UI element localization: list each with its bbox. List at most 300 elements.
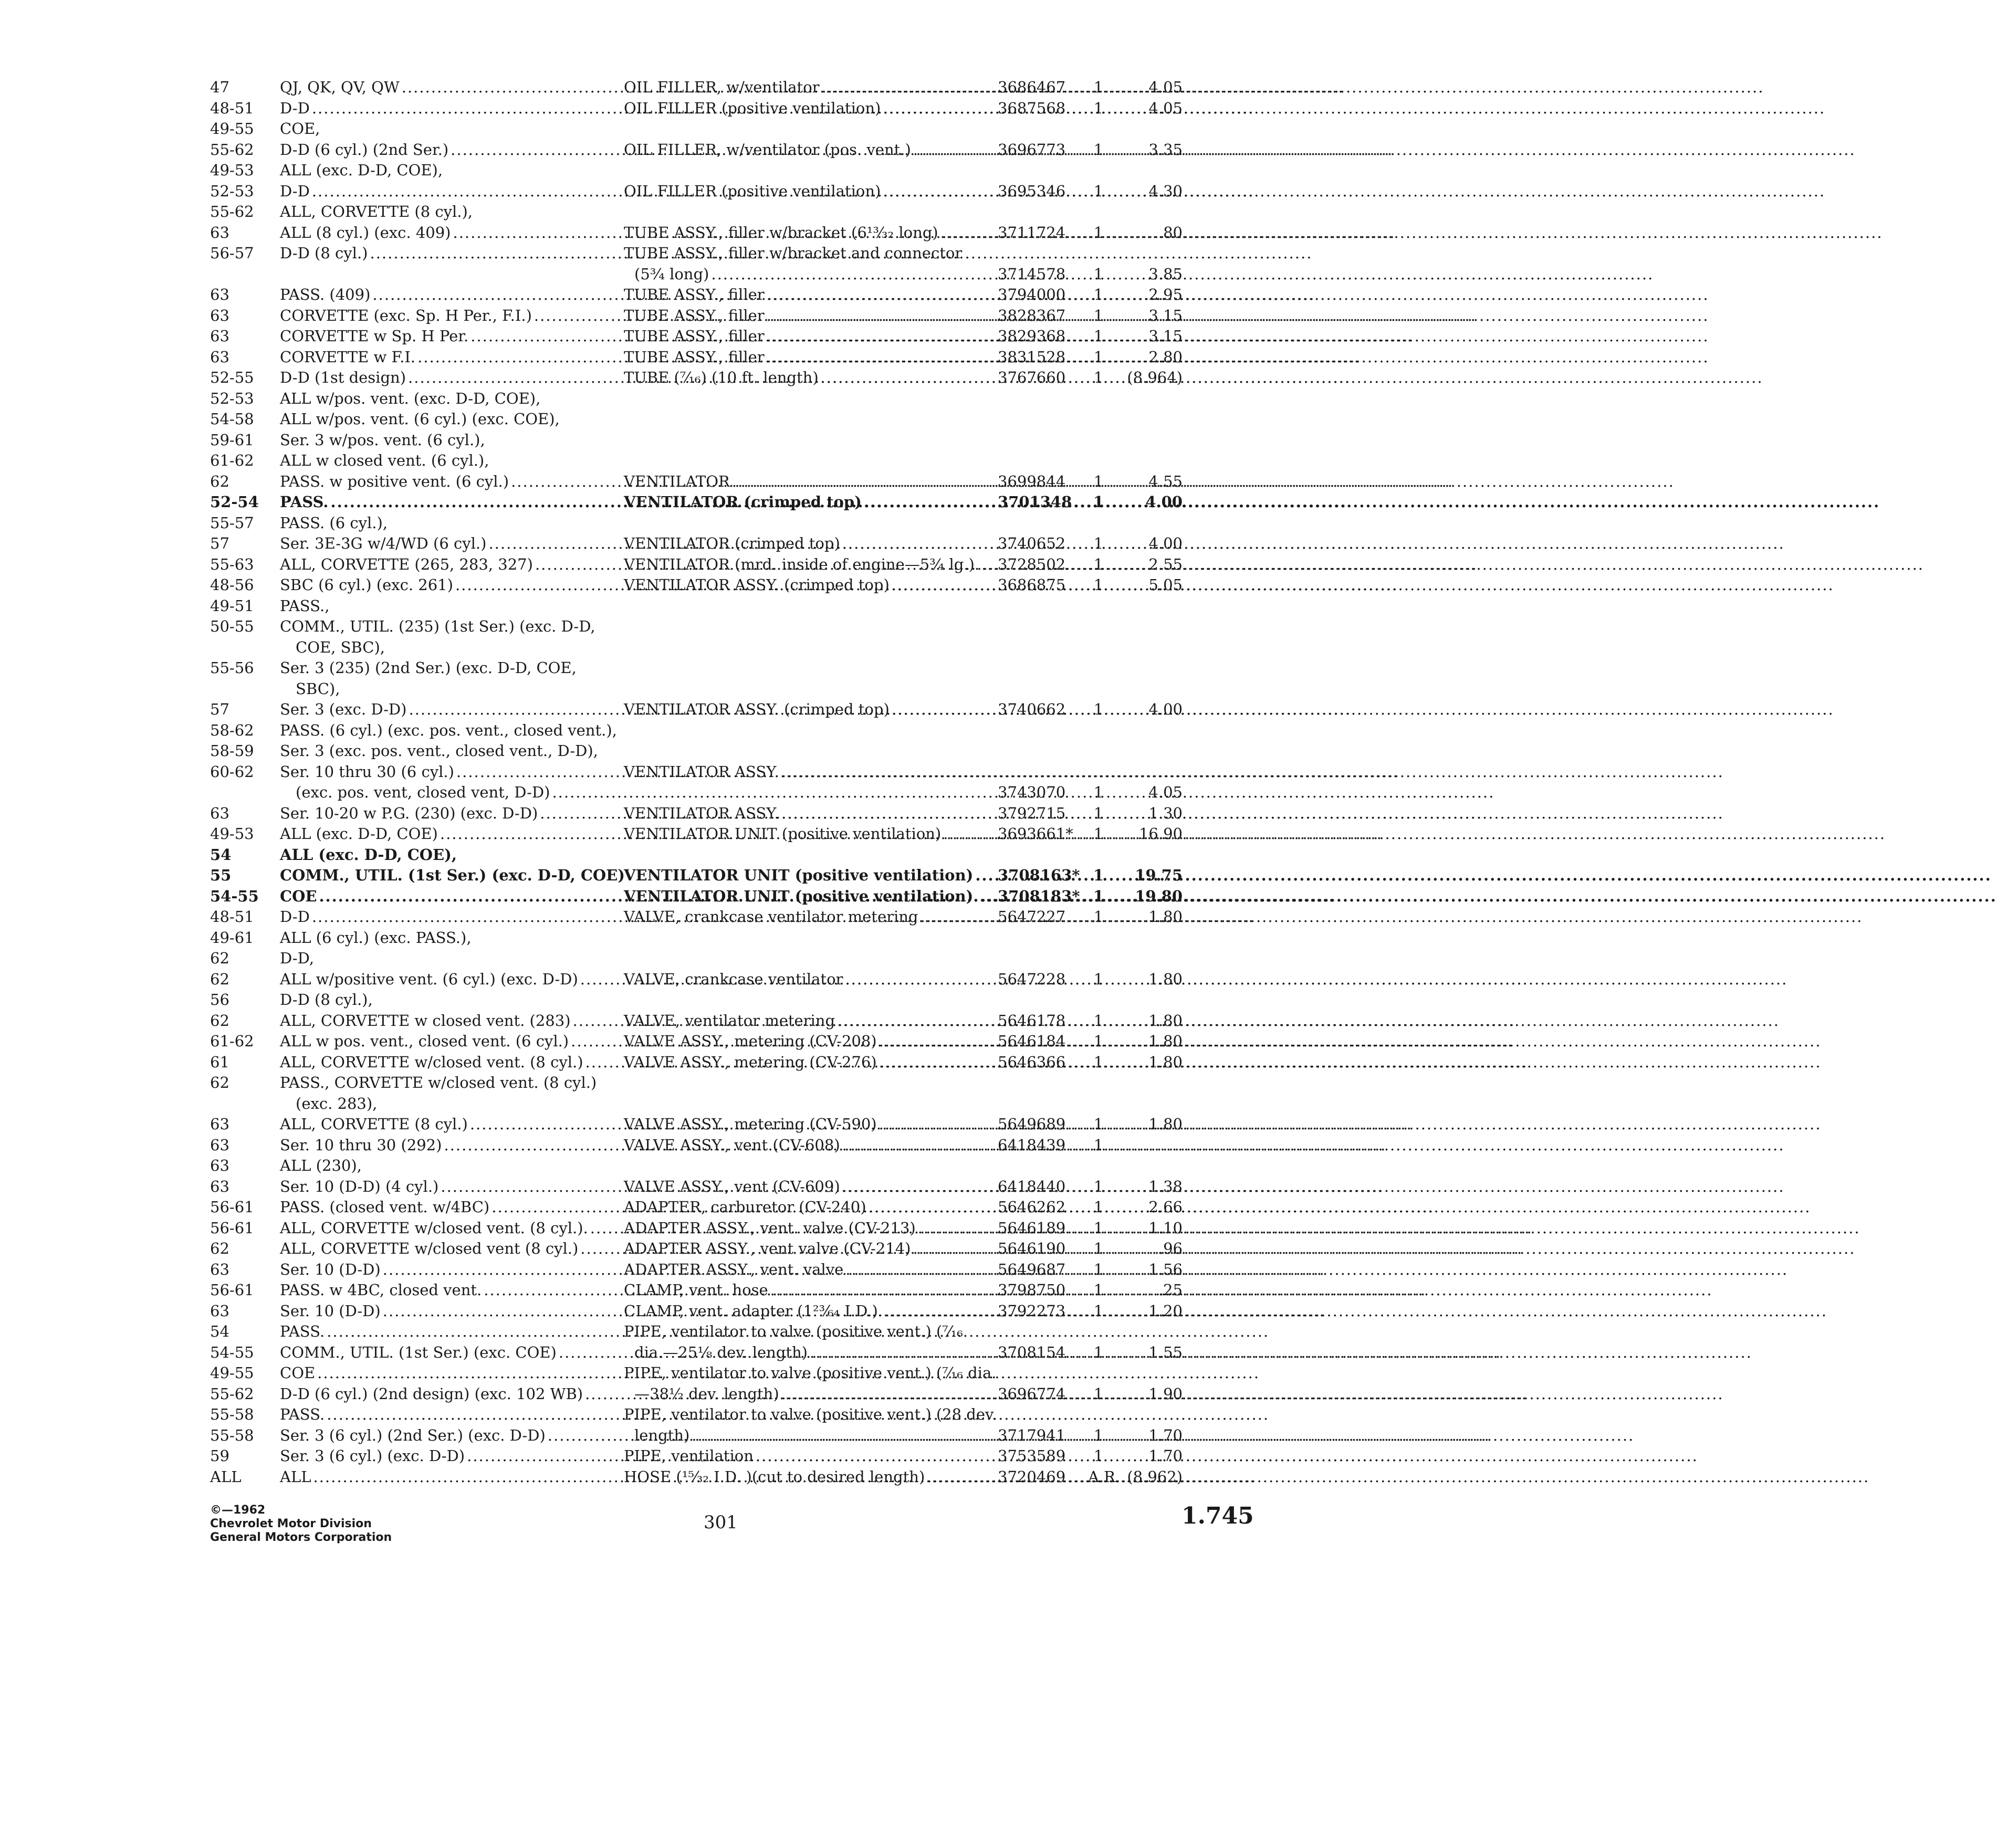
- quantity-cell: 1: [1093, 1426, 1104, 1444]
- description-text: length): [634, 1426, 690, 1444]
- leader-dots: [770, 1279, 1713, 1300]
- quantity-cell: 1: [1093, 348, 1104, 366]
- model-text: ALL w pos. vent., closed vent. (6 cyl.): [280, 1032, 569, 1050]
- table-row: [0, 118, 1327, 139]
- year-cell: 55-58: [210, 1426, 254, 1444]
- price-cell: 1.80: [1148, 908, 1183, 926]
- year-cell: 56-57: [210, 244, 254, 262]
- model-text: COE: [280, 887, 317, 905]
- model-text: Ser. 3 (exc. D-D): [280, 700, 407, 718]
- part-number-cell: 3829368: [998, 327, 1066, 345]
- description-cell: [624, 1010, 986, 1031]
- table-row: [0, 326, 1327, 346]
- part-number-cell: 3743070: [998, 783, 1066, 801]
- model-text: PASS. w 4BC, closed vent.: [280, 1281, 482, 1299]
- model-text: PASS.: [280, 1322, 325, 1340]
- description-cell: [624, 803, 986, 824]
- model-text: ALL, CORVETTE (265, 283, 327): [280, 555, 533, 573]
- description-text: VENTILATOR UNIT (positive ventilation).: [624, 887, 979, 905]
- year-cell: 63: [210, 1136, 229, 1154]
- description-cell: [624, 1052, 986, 1073]
- description-text: VENTILATOR: [624, 472, 730, 490]
- year-cell: 63: [210, 1115, 229, 1133]
- model-cell: [280, 1238, 595, 1259]
- year-cell: 59-61: [210, 430, 254, 449]
- year-cell: 55-57: [210, 513, 254, 532]
- description-text: ADAPTER ASSY., vent valve (CV-214): [624, 1240, 911, 1257]
- leader-dots: [732, 471, 1675, 492]
- description-text: ADAPTER ASSY., vent. valve: [624, 1260, 844, 1278]
- description-text: VALVE, crankcase ventilator: [624, 970, 843, 988]
- year-cell: 61-62: [210, 452, 254, 469]
- description-cell: [624, 346, 986, 368]
- price-cell: 1.10: [1148, 1219, 1183, 1237]
- model-cell: [280, 720, 617, 741]
- model-cell: [280, 98, 595, 119]
- part-number-cell: 3794000: [998, 286, 1066, 303]
- year-cell: 63: [210, 348, 229, 366]
- quantity-cell: 1: [1093, 182, 1104, 200]
- quantity-cell: 1: [1093, 1447, 1104, 1465]
- price-cell: 2.55: [1148, 555, 1183, 573]
- price-cell: 1.30: [1148, 804, 1183, 822]
- description-text: VENTILATOR (mrd. inside of engine—5³⁄₄ lg.).: [624, 555, 980, 573]
- table-row: [0, 1404, 1327, 1425]
- model-text: PASS., CORVETTE w/closed vent. (8 cyl.): [280, 1074, 597, 1091]
- price-cell: 1.80: [1148, 1115, 1183, 1133]
- table-row: [0, 160, 1327, 181]
- model-text: D-D (8 cyl.),: [280, 991, 373, 1009]
- table-row: [0, 865, 1327, 886]
- year-cell: 63: [210, 804, 229, 822]
- description-cell: [624, 1445, 986, 1466]
- table-row: [0, 1238, 1327, 1259]
- table-row: [0, 1031, 1327, 1052]
- table-row: [0, 346, 1327, 368]
- table-row: [0, 388, 1327, 409]
- model-text: ALL w closed vent. (6 cyl.),: [280, 452, 489, 469]
- year-cell: ALL: [210, 1467, 242, 1486]
- description-text: VENTILATOR (crimped top): [624, 493, 862, 511]
- description-cell: [624, 1404, 997, 1425]
- description-text: VENTILATOR UNIT (positive ventilation): [624, 825, 942, 843]
- description-cell: [624, 969, 986, 990]
- model-cell: [280, 1052, 595, 1073]
- part-number-cell: 3711724: [998, 223, 1066, 242]
- description-cell: [624, 1425, 997, 1446]
- model-cell: [280, 429, 595, 450]
- model-cell: [280, 1362, 595, 1383]
- leader-dots: [781, 761, 1724, 782]
- quantity-cell: 1: [1093, 78, 1104, 96]
- year-cell: 62: [210, 1011, 229, 1030]
- year-cell: 52-53: [210, 182, 254, 200]
- quantity-cell: 1: [1093, 783, 1104, 801]
- model-cell: [280, 1031, 595, 1052]
- description-cell: [624, 1259, 986, 1280]
- leader-dots: [940, 222, 1883, 243]
- model-text: PASS. (closed vent. w/4BC): [280, 1198, 490, 1216]
- table-row: [0, 574, 1327, 595]
- description-text: VALVE ASSY., vent (CV-608): [624, 1136, 840, 1154]
- model-text: ALL w/pos. vent. (exc. D-D, COE),: [280, 389, 541, 407]
- model-cell: [280, 906, 595, 927]
- table-row: [0, 761, 1327, 782]
- model-text: Ser. 10 thru 30 (292): [280, 1136, 442, 1154]
- model-text: Ser. 10 (D-D): [280, 1301, 381, 1320]
- model-text: SBC),: [296, 679, 340, 698]
- model-cell: [280, 803, 595, 824]
- model-cell: [280, 699, 595, 720]
- price-cell: 1.70: [1148, 1447, 1183, 1465]
- part-number-cell: 5646189: [998, 1219, 1066, 1237]
- description-text: VENTILATOR ASSY.: [624, 804, 779, 822]
- description-cell: [624, 865, 986, 886]
- table-row: [0, 1093, 1327, 1114]
- year-cell: 54-58: [210, 410, 254, 428]
- model-text: ALL, CORVETTE w/closed vent (8 cyl.): [280, 1240, 579, 1257]
- price-cell: 1.90: [1148, 1384, 1183, 1403]
- leader-dots: [767, 284, 1709, 305]
- model-text: PASS. w positive vent. (6 cyl.): [280, 472, 509, 490]
- description-cell: [624, 1342, 997, 1363]
- part-number-cell: 3792273: [998, 1301, 1066, 1320]
- table-row: [0, 1362, 1327, 1383]
- model-cell: [280, 1383, 595, 1404]
- table-row: [0, 969, 1327, 990]
- model-text: QJ, QK, QV, QW: [280, 78, 400, 96]
- description-text: VALVE ASSY., metering (CV-208): [624, 1032, 877, 1050]
- quantity-cell: 1: [1093, 887, 1104, 905]
- model-cell: [280, 388, 595, 409]
- table-row: [0, 1300, 1327, 1321]
- year-cell: 55-62: [210, 1384, 254, 1403]
- price-cell: 1.70: [1148, 1426, 1183, 1444]
- table-row: [0, 886, 1327, 907]
- leader-dots: [781, 803, 1724, 824]
- part-number-cell: 5647227: [998, 908, 1066, 926]
- part-number-cell: 3798750: [998, 1281, 1066, 1299]
- model-cell: [280, 450, 595, 471]
- description-text: PIPE, ventilator to valve (positive vent.) (28 dev.: [624, 1405, 997, 1423]
- year-cell: 55-58: [210, 1405, 254, 1423]
- footer-publisher: [210, 1504, 392, 1545]
- table-row: [0, 637, 1327, 658]
- model-text: ALL: [280, 1467, 311, 1486]
- table-row: [0, 491, 1327, 512]
- table-row: [0, 201, 1327, 222]
- model-cell: [280, 512, 595, 533]
- copyright-line: ©—1962: [210, 1504, 266, 1517]
- description-text: VALVE ASSY., metering (CV-590): [624, 1115, 877, 1133]
- model-cell: [280, 139, 595, 160]
- quantity-cell: 1: [1093, 286, 1104, 303]
- table-row: [0, 408, 1327, 429]
- description-text: PIPE, ventilation: [624, 1447, 754, 1465]
- description-cell: [624, 491, 986, 512]
- part-number-cell: 3714578: [998, 265, 1066, 283]
- description-text: TUBE ASSY., filler w/bracket (6¹³⁄₃₂ long): [624, 223, 938, 242]
- table-row: [0, 948, 1327, 969]
- year-cell: 49-51: [210, 596, 254, 615]
- leader-dots: [845, 969, 1787, 990]
- model-text: COMM., UTIL. (1st Ser.) (exc. D-D, COE): [280, 866, 625, 884]
- quantity-cell: 1: [1093, 1011, 1104, 1030]
- model-text: ALL, CORVETTE w/closed vent. (8 cyl.).: [280, 1219, 588, 1237]
- part-number-cell: 3740662: [998, 700, 1066, 718]
- table-row: [0, 1466, 1327, 1487]
- price-cell: 2.80: [1148, 348, 1183, 366]
- leader-dots: [943, 823, 1886, 844]
- model-text: CORVETTE w Sp. H Per.: [280, 327, 469, 345]
- table-row: [0, 429, 1327, 450]
- quantity-cell: 1: [1093, 1053, 1104, 1071]
- table-row: [0, 243, 1327, 264]
- description-text: —38¹⁄₂ dev. length): [634, 1384, 779, 1403]
- description-text: VENTILATOR ASSY. (crimped top): [624, 700, 890, 718]
- description-text: TUBE (⁷⁄₁₆) (10 ft. length): [624, 369, 819, 386]
- price-cell: 4.05: [1148, 99, 1183, 117]
- description-cell: [624, 181, 986, 202]
- description-cell: [624, 367, 986, 388]
- price-cell: 1.56: [1148, 1260, 1183, 1278]
- model-cell: [280, 118, 595, 139]
- description-text: OIL FILLER (positive ventilation): [624, 182, 881, 200]
- table-row: [0, 1342, 1327, 1363]
- description-text: TUBE ASSY., filler: [624, 306, 765, 324]
- description-text: VALVE ASSY., metering (CV-276): [624, 1053, 877, 1071]
- table-row: [0, 1135, 1327, 1156]
- year-cell: 56: [210, 991, 229, 1009]
- table-row: [0, 989, 1327, 1010]
- part-number-cell: 3696773: [998, 140, 1066, 159]
- table-row: [0, 1196, 1327, 1217]
- model-cell: [280, 346, 595, 368]
- table-row: [0, 1383, 1327, 1404]
- model-cell: [280, 1404, 595, 1425]
- description-cell: [624, 77, 986, 98]
- model-text: ALL (230),: [280, 1157, 362, 1174]
- year-cell: 63: [210, 1260, 229, 1278]
- leader-dots: [821, 367, 1763, 388]
- year-cell: 55: [210, 866, 232, 884]
- model-text: ALL w/pos. vent. (6 cyl.) (exc. COE),: [280, 410, 560, 428]
- model-cell: [280, 1155, 595, 1176]
- year-cell: 57: [210, 700, 229, 718]
- year-cell: 49-53: [210, 825, 254, 843]
- model-text: PASS. (409): [280, 286, 371, 303]
- table-row: [0, 554, 1327, 575]
- model-text: PASS. (6 cyl.) (exc. pos. vent., closed vent.),: [280, 721, 617, 739]
- quantity-cell: 1: [1093, 576, 1104, 594]
- description-text: VENTILATOR (crimped top): [624, 534, 840, 552]
- model-text: ALL (8 cyl.) (exc. 409): [280, 223, 451, 242]
- table-row: [0, 533, 1327, 554]
- quantity-cell: 1: [1093, 825, 1104, 843]
- model-text: ALL (6 cyl.) (exc. PASS.),: [280, 928, 472, 947]
- part-number-cell: 3696774: [998, 1384, 1066, 1403]
- description-cell: [624, 284, 986, 305]
- leader-dots: [767, 346, 1709, 368]
- part-number-cell: 3792715: [998, 804, 1066, 822]
- table-row: [0, 844, 1327, 865]
- leader-dots: [767, 326, 1709, 346]
- model-cell: [280, 823, 595, 844]
- table-row: [0, 616, 1327, 637]
- year-cell: 48-51: [210, 99, 254, 117]
- part-number-cell: 3687568: [998, 99, 1066, 117]
- price-cell: 3.35: [1148, 140, 1183, 159]
- quantity-cell: 1: [1093, 1219, 1104, 1237]
- table-row: [0, 77, 1327, 98]
- model-text: Ser. 3 (6 cyl.) (2nd Ser.) (exc. D-D): [280, 1426, 546, 1444]
- part-number-cell: 5646366: [998, 1053, 1066, 1071]
- year-cell: 54: [210, 845, 232, 864]
- quantity-cell: 1: [1093, 369, 1104, 386]
- quantity-cell: 1: [1093, 866, 1104, 884]
- table-row: [0, 222, 1327, 243]
- quantity-cell: 1: [1093, 140, 1104, 159]
- description-cell: [624, 1114, 986, 1135]
- price-cell: 4.55: [1148, 472, 1183, 490]
- year-cell: 49-53: [210, 161, 254, 179]
- year-cell: 55-56: [210, 659, 254, 677]
- description-text: CLAMP, vent. adapter (1²³⁄₆₄ I.D.).: [624, 1301, 883, 1320]
- price-cell: 1.80: [1148, 1053, 1183, 1071]
- year-cell: 55-63: [210, 555, 254, 573]
- table-row: [0, 803, 1327, 824]
- leader-dots: [767, 305, 1709, 326]
- model-cell: [280, 367, 595, 388]
- part-number-cell: 3686875: [998, 576, 1066, 594]
- model-text: Ser. 3E-3G w/4/WD (6 cyl.): [280, 534, 487, 552]
- price-cell: 1.80: [1148, 970, 1183, 988]
- description-text: PIPE, ventilator to valve (positive vent.) (⁷⁄₁₆ dia.: [624, 1364, 997, 1382]
- model-text: ALL, CORVETTE w/closed vent. (8 cyl.): [280, 1053, 583, 1071]
- leader-dots: [842, 1176, 1785, 1197]
- description-cell: [624, 823, 986, 844]
- model-cell: [280, 1217, 595, 1238]
- year-cell: 56-61: [210, 1198, 254, 1216]
- model-cell: [280, 886, 595, 907]
- quantity-cell: 1: [1093, 1240, 1104, 1257]
- quantity-cell: A.R.: [1088, 1467, 1121, 1486]
- model-cell: [280, 408, 595, 429]
- year-cell: 54-55: [210, 1343, 254, 1361]
- table-row: [0, 512, 1327, 533]
- table-row: [0, 1155, 1327, 1176]
- model-text: PASS.,: [280, 596, 330, 615]
- description-text: VENTILATOR UNIT (positive ventilation): [624, 866, 974, 884]
- description-text: PIPE, ventilator to valve (positive vent.) (⁷⁄₁₆: [624, 1322, 963, 1340]
- model-cell: [280, 969, 595, 990]
- description-cell: [624, 222, 986, 243]
- description-cell: [624, 1383, 997, 1404]
- part-number-cell: 5646262: [998, 1198, 1066, 1216]
- year-cell: 52-55: [210, 369, 254, 386]
- description-text: TUBE ASSY., filler: [624, 327, 765, 345]
- model-text: Ser. 3 (6 cyl.) (exc. D-D): [280, 1447, 465, 1465]
- table-row: [0, 264, 1327, 285]
- model-text: ALL, CORVETTE (8 cyl.),: [280, 203, 473, 220]
- model-text: D-D,: [280, 949, 315, 967]
- year-cell: 55-62: [210, 140, 254, 159]
- description-cell: [624, 1031, 986, 1052]
- quantity-cell: 1: [1093, 1115, 1104, 1133]
- quantity-cell: 1: [1093, 1281, 1104, 1299]
- model-cell: [280, 948, 595, 969]
- part-number-cell: 3828367: [998, 306, 1066, 324]
- price-cell: 1.55: [1148, 1343, 1183, 1361]
- price-cell: .80: [1158, 223, 1183, 242]
- description-text: ADAPTER ASSY., vent. valve (CV-213): [624, 1219, 916, 1237]
- part-number-cell: 3695346: [998, 182, 1066, 200]
- table-row: [0, 181, 1327, 202]
- model-cell: [280, 1466, 595, 1487]
- model-cell: [280, 1300, 595, 1321]
- quantity-cell: 1: [1093, 534, 1104, 552]
- table-row: [0, 1010, 1327, 1031]
- description-text: VENTILATOR ASSY. (crimped top): [624, 576, 890, 594]
- model-cell: [280, 1114, 595, 1135]
- leader-dots: [845, 1259, 1788, 1280]
- description-cell: [624, 1362, 997, 1383]
- model-text: CORVETTE (exc. Sp. H Per., F.I.): [280, 306, 532, 324]
- model-cell: [280, 1259, 595, 1280]
- table-row: [0, 1321, 1327, 1342]
- model-text: COE: [280, 1364, 316, 1382]
- table-row: [0, 284, 1327, 305]
- quantity-cell: 1: [1093, 555, 1104, 573]
- description-text: TUBE ASSY., filler: [624, 286, 765, 303]
- quantity-cell: 1: [1093, 327, 1104, 345]
- description-cell: [624, 574, 986, 595]
- model-cell: [280, 637, 611, 658]
- year-cell: 63: [210, 1177, 229, 1195]
- model-cell: [280, 927, 595, 948]
- table-row: [0, 1217, 1327, 1238]
- table-row: [0, 657, 1327, 678]
- model-text: D-D: [280, 182, 310, 200]
- table-row: [0, 471, 1327, 492]
- table-row: [0, 1052, 1327, 1073]
- table-row: [0, 1114, 1327, 1135]
- quantity-cell: 1: [1093, 1198, 1104, 1216]
- model-cell: [280, 326, 595, 346]
- leader-dots: [842, 1135, 1785, 1156]
- model-cell: [280, 243, 595, 264]
- quantity-cell: 1: [1093, 1343, 1104, 1361]
- price-cell: .96: [1158, 1240, 1183, 1257]
- year-cell: 54: [210, 1322, 229, 1340]
- model-text: D-D (6 cyl.) (2nd Ser.): [280, 140, 449, 159]
- table-row: [0, 699, 1327, 720]
- part-number-cell: 3699844: [998, 472, 1066, 490]
- quantity-cell: 1: [1093, 99, 1104, 117]
- model-cell: [280, 160, 595, 181]
- model-text: Ser. 10 thru 30 (6 cyl.): [280, 762, 454, 781]
- part-number-cell: 3717941: [998, 1426, 1066, 1444]
- description-cell: [624, 139, 986, 160]
- model-cell: [280, 1321, 595, 1342]
- model-text: ALL, CORVETTE (8 cyl.): [280, 1115, 468, 1133]
- description-cell: [624, 98, 986, 119]
- model-text: ALL (exc. D-D, COE),: [280, 161, 443, 179]
- year-cell: 63: [210, 286, 229, 303]
- description-cell: [624, 1466, 986, 1487]
- leader-dots: [837, 1010, 1780, 1031]
- description-cell: [624, 243, 986, 264]
